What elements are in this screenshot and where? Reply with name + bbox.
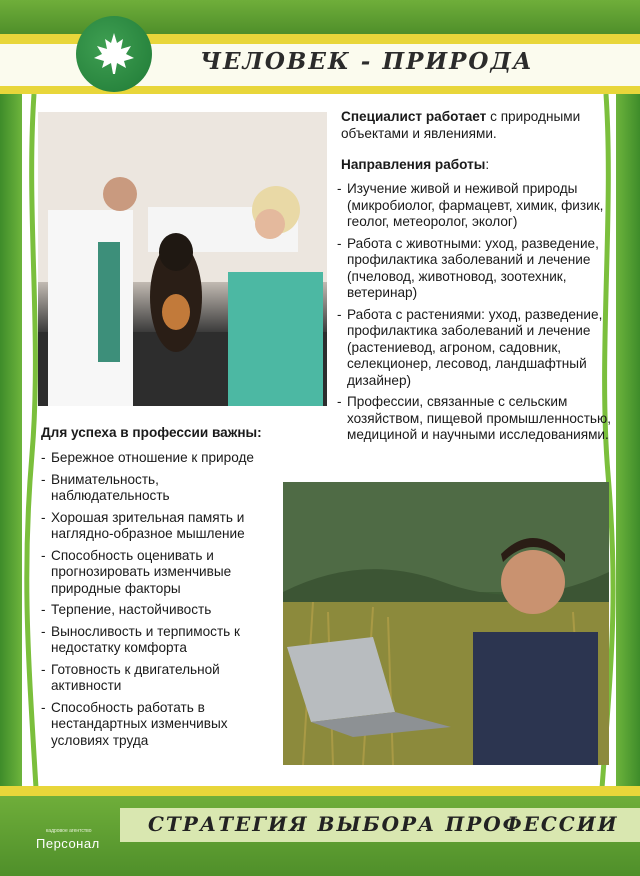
maple-leaf-icon	[90, 30, 138, 78]
list-item: - Работа с животными: уход, разведение, профилактика заболеваний и лечение (пчеловод, животновод, зоотехник, ветеринар)	[337, 236, 613, 302]
page-title: ЧЕЛОВЕК - ПРИРОДА	[200, 48, 534, 75]
brand-subtitle: кадровое агентство	[46, 828, 92, 834]
brand-logo-text: Персонал	[36, 836, 100, 851]
specialist-rest: с природными объектами и явлениями.	[341, 109, 581, 141]
list-item: - Профессии, связанные с сельским хозяйством, пищевой промышленностью, медициной и научными исследованиями.	[337, 394, 613, 444]
list-item: - Изучение живой и неживой природы (микробиолог, фармацевт, химик, физик, геолог, метеоролог, эколог)	[337, 181, 613, 231]
list-item: - Бережное отношение к природе	[41, 450, 273, 467]
qualities-list	[41, 450, 273, 754]
directions-heading-text: Направления работы	[341, 157, 486, 172]
list-item: - Выносливость и терпимость к недостатку комфорта	[41, 624, 273, 657]
man-with-laptop-in-field-photo	[283, 482, 609, 765]
directions-list	[337, 181, 613, 449]
list-item: - Способность оценивать и прогнозировать изменчивые природные факторы	[41, 548, 273, 598]
directions-heading	[341, 157, 609, 174]
list-item: - Хорошая зрительная память и наглядно-образное мышление	[41, 510, 273, 543]
list-item: - Работа с растениями: уход, разведение, профилактика заболеваний и лечение (растениевод, агроном, садовник, селекционер, лесовод, ландшафтный дизайнер)	[337, 307, 613, 390]
logo-badge	[76, 16, 152, 92]
list-item: - Способность работать в нестандартных изменчивых условиях труда	[41, 700, 273, 750]
right-green-border	[616, 94, 640, 794]
success-heading: Для успеха в профессии важны:	[41, 425, 262, 440]
specialist-bold: Специалист работает	[341, 109, 487, 124]
directions-heading-colon: :	[485, 157, 490, 172]
left-green-border	[0, 94, 22, 794]
bottom-yellow-stripe	[0, 786, 640, 796]
list-item: - Готовность к двигательной активности	[41, 662, 273, 695]
specialist-paragraph	[341, 109, 609, 142]
veterinarians-with-dog-photo	[38, 112, 327, 406]
footer-slogan: СТРАТЕГИЯ ВЫБОРА ПРОФЕССИИ	[148, 812, 619, 836]
list-item: - Терпение, настойчивость	[41, 602, 273, 619]
list-item: - Внимательность, наблюдательность	[41, 472, 273, 505]
